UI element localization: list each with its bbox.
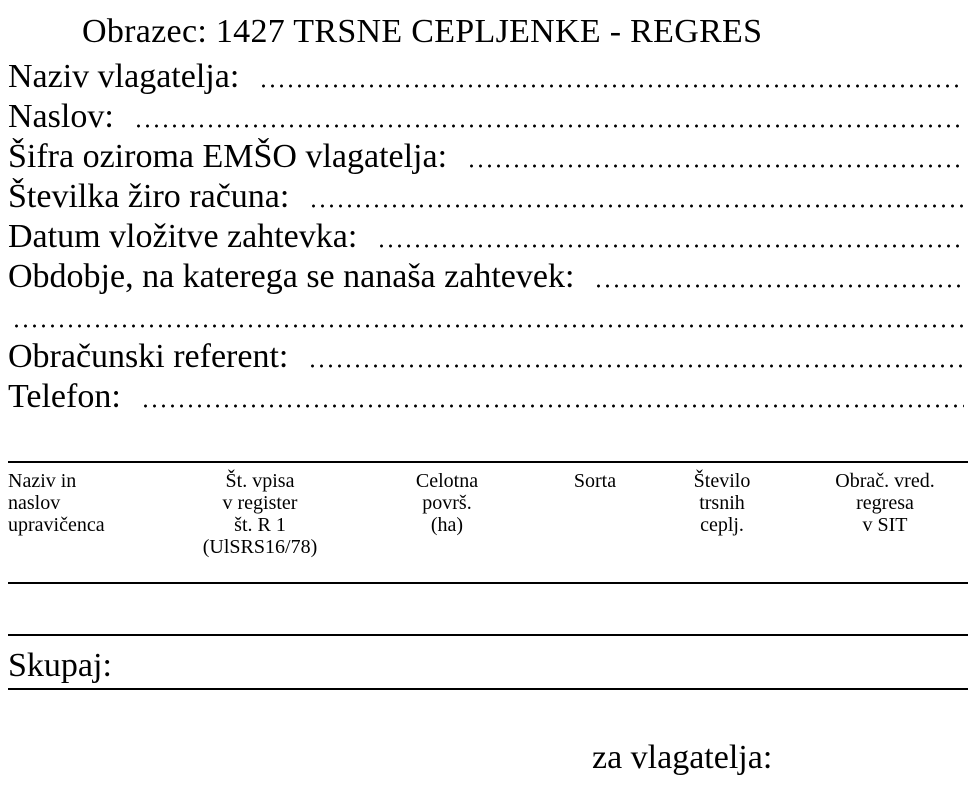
total-bottom-rule xyxy=(8,688,968,690)
field-address[interactable] xyxy=(8,98,964,136)
field-code-emso[interactable] xyxy=(8,138,964,176)
field-label: Naslov: xyxy=(8,98,114,135)
column-header-variety: Sorta xyxy=(573,470,617,492)
field-account-number[interactable] xyxy=(8,178,964,216)
fill-dots xyxy=(594,284,964,288)
fill-dots xyxy=(377,244,964,248)
column-header-subsidy-value: Obrač. vred. regresa v SIT xyxy=(835,470,935,536)
total-label: Skupaj: xyxy=(8,647,112,684)
field-label: Obračunski referent: xyxy=(8,338,289,375)
field-referent[interactable] xyxy=(8,338,964,376)
field-applicant-name[interactable] xyxy=(8,58,964,96)
fill-dots xyxy=(134,124,964,128)
column-header-total-area: Celotna površ. (ha) xyxy=(415,470,479,536)
field-period[interactable] xyxy=(8,258,964,296)
column-header-grafts-count: Število trsnih ceplj. xyxy=(693,470,751,536)
fill-dots xyxy=(309,204,964,208)
fill-dots xyxy=(467,164,964,168)
form-title: Obrazec: 1427 TRSNE CEPLJENKE - REGRES xyxy=(82,13,763,50)
table-body-bottom-rule xyxy=(8,634,968,636)
field-submission-date[interactable] xyxy=(8,218,964,256)
field-label: Telefon: xyxy=(8,378,121,415)
field-label: Datum vložitve zahtevka: xyxy=(8,218,358,255)
field-phone[interactable] xyxy=(8,378,964,416)
signature-label: za vlagatelja: xyxy=(592,739,773,776)
field-label: Naziv vlagatelja: xyxy=(8,58,240,95)
field-label: Številka žiro računa: xyxy=(8,178,290,215)
column-header-recipient: Naziv in naslov upravičenca xyxy=(8,470,105,536)
fill-dots xyxy=(308,364,964,368)
field-label: Šifra oziroma EMŠO vlagatelja: xyxy=(8,138,448,175)
column-header-register-number: Št. vpisa v register št. R 1 (UlSRS16/78) xyxy=(202,470,318,558)
period-continuation-dots[interactable] xyxy=(12,324,964,328)
fill-dots xyxy=(259,84,964,88)
field-label: Obdobje, na katerega se nanaša zahtevek: xyxy=(8,258,575,295)
table-top-rule xyxy=(8,461,968,463)
table-header-bottom-rule xyxy=(8,582,968,584)
fill-dots xyxy=(141,404,964,408)
